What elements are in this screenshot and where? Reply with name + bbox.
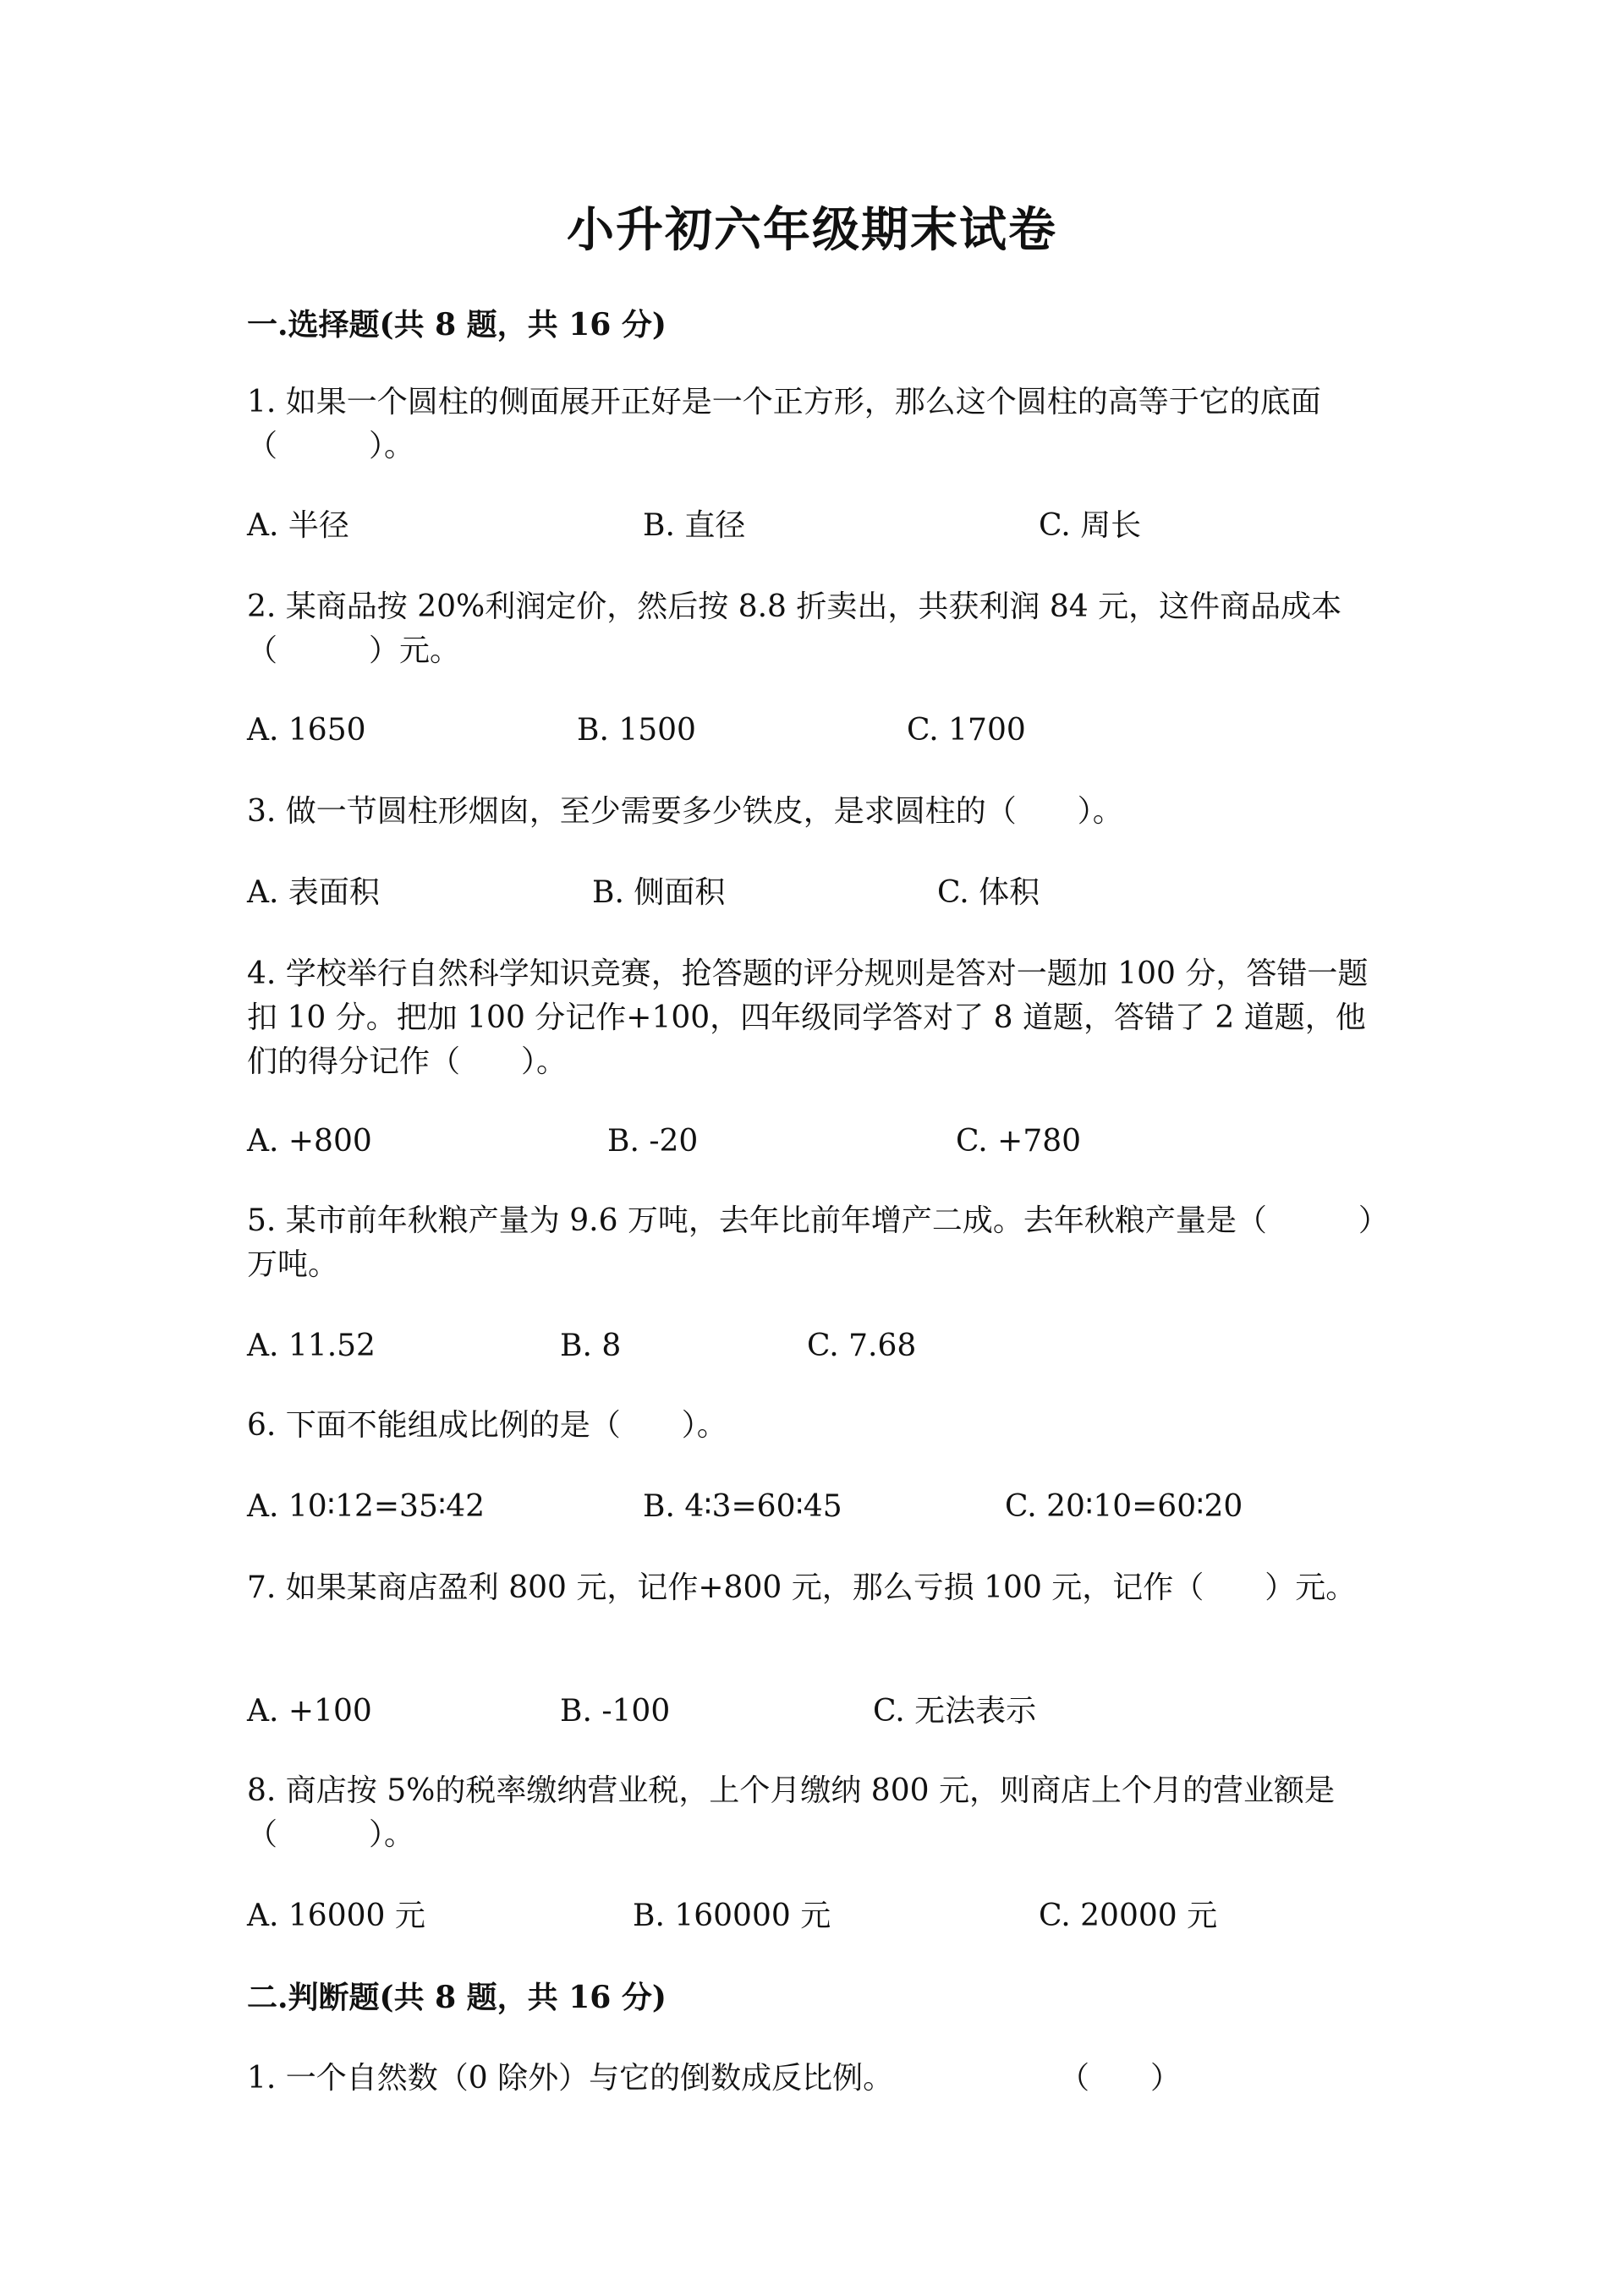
question-4-options [247, 1120, 1380, 1164]
question-1-options [247, 504, 1380, 548]
question-5: 5. 某市前年秋粮产量为 9.6 万吨，去年比前年增产二成。去年秋粮产量是（ ）万吨。 [247, 1203, 1374, 1282]
option-b[interactable]: B. 直径 [643, 508, 746, 543]
option-b[interactable]: B. 160000 元 [633, 1899, 831, 1933]
option-b[interactable]: B. 4∶3=60∶45 [643, 1489, 842, 1524]
question-2-options [247, 709, 1380, 753]
option-a[interactable]: A. 半径 [247, 508, 349, 543]
option-c[interactable]: C. 无法表示 [873, 1694, 1037, 1729]
section-heading-choice: 一.选择题(共 8 题，共 16 分) [247, 307, 667, 342]
question-5-options [247, 1324, 1380, 1368]
option-c[interactable]: C. 20∶10=60∶20 [1005, 1489, 1243, 1524]
question-7-options [247, 1690, 1380, 1734]
answer-blank[interactable]: （ ） [1059, 2061, 1182, 2096]
question-6-options [247, 1485, 1380, 1529]
question-3: 3. 做一节圆柱形烟囱，至少需要多少铁皮，是求圆柱的（ ）。 [247, 794, 1123, 829]
true-false-item-1 [247, 2057, 1380, 2101]
option-a[interactable]: A. 16000 元 [247, 1899, 425, 1933]
option-a[interactable]: A. 11.52 [247, 1329, 376, 1363]
option-c[interactable]: C. 体积 [937, 875, 1040, 910]
option-c[interactable]: C. 周长 [1039, 508, 1142, 543]
section-heading-true-false: 二.判断题(共 8 题，共 16 分) [247, 1980, 667, 2015]
option-c[interactable]: C. 20000 元 [1039, 1899, 1218, 1933]
option-a[interactable]: A. 表面积 [247, 875, 380, 910]
page-title: 小升初六年级期末试卷 [567, 202, 1057, 258]
question-6: 6. 下面不能组成比例的是（ ）。 [247, 1408, 727, 1443]
option-a[interactable]: A. +800 [247, 1124, 372, 1159]
option-b[interactable]: B. 1500 [577, 713, 696, 748]
question-3-options [247, 871, 1380, 915]
question-8-options [247, 1894, 1380, 1938]
option-a[interactable]: A. 10∶12=35∶42 [247, 1489, 486, 1524]
option-b[interactable]: B. -100 [560, 1694, 671, 1729]
option-b[interactable]: B. 侧面积 [592, 875, 726, 910]
option-b[interactable]: B. 8 [560, 1329, 622, 1363]
question-2: 2. 某商品按 20%利润定价，然后按 8.8 折卖出，共获利润 84 元，这件商品成本（ ）元。 [247, 589, 1342, 668]
option-a[interactable]: A. 1650 [247, 713, 366, 748]
option-a[interactable]: A. +100 [247, 1694, 372, 1729]
option-c[interactable]: C. 1700 [907, 713, 1026, 748]
question-4: 4. 学校举行自然科学知识竞赛，抢答题的评分规则是答对一题加 100 分，答错一题扣 10 分。把加 100 分记作+100，四年级同学答对了 8 道题，答错了 2 道题，他们的得分记作（ ）。 [247, 956, 1369, 1079]
question-7: 7. 如果某商店盈利 800 元，记作+800 元，那么亏损 100 元，记作（ ）元。 [247, 1570, 1357, 1605]
option-b[interactable]: B. -20 [607, 1124, 699, 1159]
option-c[interactable]: C. 7.68 [807, 1329, 917, 1363]
question-1: 1. 如果一个圆柱的侧面展开正好是一个正方形，那么这个圆柱的高等于它的底面（ ）。 [247, 385, 1321, 463]
true-false-item-text: 1. 一个自然数（0 除外）与它的倒数成反比例。 [247, 2061, 894, 2096]
question-8: 8. 商店按 5%的税率缴纳营业税，上个月缴纳 800 元，则商店上个月的营业额是（ ）。 [247, 1773, 1335, 1852]
option-c[interactable]: C. +780 [956, 1124, 1082, 1159]
